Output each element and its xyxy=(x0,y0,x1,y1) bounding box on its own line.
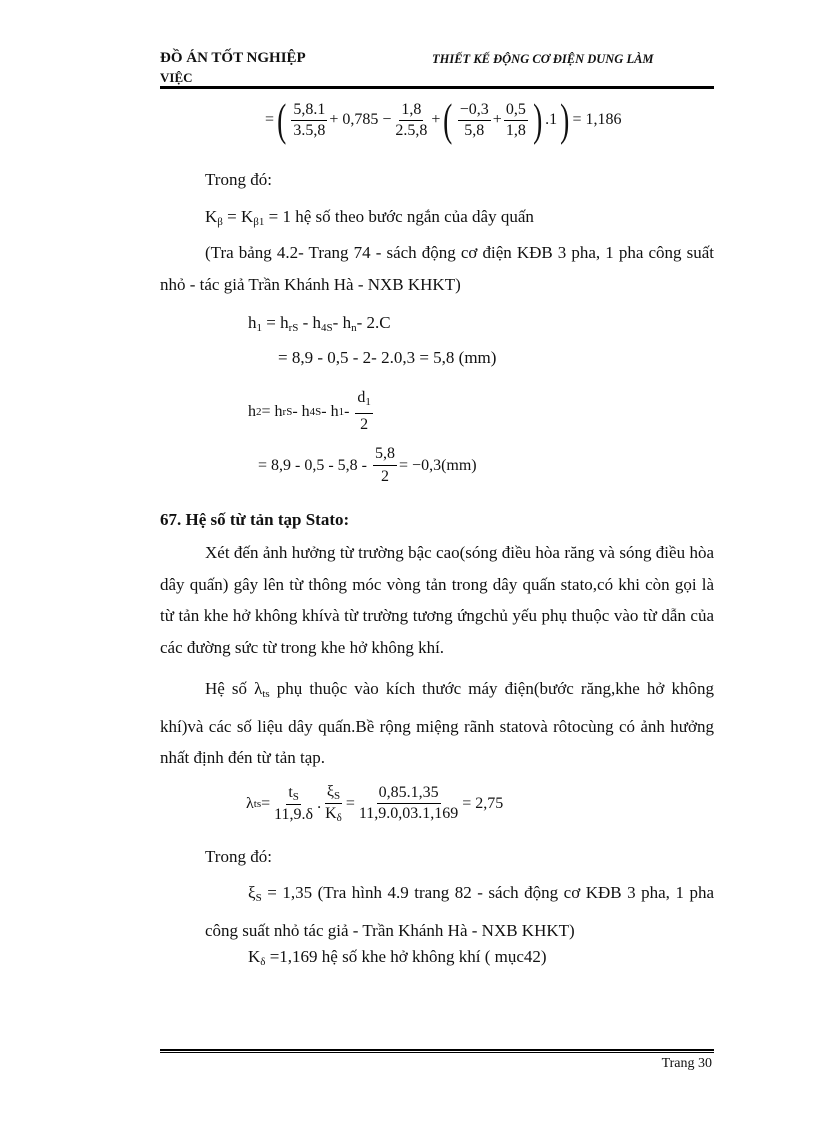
fraction: $\frac{1,8}{2.5,8}$ xyxy=(395,100,428,139)
equation-lambda-ts: λ ts = $\frac{t_S}{11,9.\delta}$ . $\frac{\xi_S}{K_\delta}$ = $\frac{0,85.1,35}{11,9.0,03.1,169}$ = 2,75 xyxy=(246,783,504,824)
fraction: $\frac{0,85.1,35}{11,9.0,03.1,169}$ xyxy=(358,784,459,822)
fraction: $\frac{t_S}{11,9.\delta}$ xyxy=(274,783,314,823)
fraction: 5,8.1 3.5,8 xyxy=(293,100,326,139)
header-title-continued: VIỆC xyxy=(160,70,193,85)
h2-formula: h 2 = h rS - h 4S - h 1 - $d_1$ 2 xyxy=(248,389,371,433)
h1-formula: $h_1 = h_{rS} - h_{4S}-$ $h_n-$ 2.C xyxy=(248,313,391,334)
tra-bang-reference: (Tra bảng 4.2- Trang 74 - sách động cơ điện KĐB 3 pha, 1 pha công suất nhỏ - tác giả Trần Khánh Hà - NXB KHKT) xyxy=(160,243,714,294)
kbeta-line: $K_\beta = K_{\beta 1} = 1$ hệ số theo bước ngắn của dây quấn xyxy=(205,207,534,228)
paragraph-he-so: Hệ số $\lambda_{ts}$ phụ thuộc vào kích thước máy điện(bước răng,khe hở không khí)và các số liệu dây quấn.Bề rộng miệng rãnh statovà rôtocùng có ảnh hưởng nhất định đén từ tản tạp. xyxy=(160,679,714,767)
fraction: $d_1$ 2 xyxy=(357,389,371,433)
h1-result: = 8,9 - 0,5 - 2- 2.0,3 = 5,8 (mm) xyxy=(278,348,497,367)
paragraph-xet-den: Xét đến ảnh hưởng từ trường bậc cao(sóng điều hòa răng và sóng điều hòa dây quấn) gây lên từ thông móc vòng tản trong dây quấn stato,có khi còn gọi là từ tản khe hở không khívà từ trường tương ứngchủ yếu phụ thuộc vào từ dẫn của các đường sức từ trong khe hở không khí. xyxy=(160,543,714,657)
left-paren: ( xyxy=(277,94,287,145)
equation-result-1186: = ( 5,8.1 3.5,8 + 0,785 − $\frac{1,8}{2.5,8}$ + ( −0,3 5,8 + $\frac{0,5}{1,8}$ ) .1 ) = 1,186 xyxy=(265,94,622,145)
fraction: −0,3 5,8 xyxy=(459,100,489,139)
kdelta-line: $K_\delta =1,169$ hệ số khe hở không khí ( mục42) xyxy=(248,947,547,968)
header-subtitle: THIẾT KẾ ĐỘNG CƠ ĐIỆN DUNG LÀM xyxy=(432,52,654,66)
trong-do-label: Trong đó: xyxy=(205,847,272,866)
right-paren: ) xyxy=(560,94,570,145)
left-paren: ( xyxy=(443,94,453,145)
fraction: $\frac{\xi_S}{K_\delta}$ xyxy=(325,783,342,824)
fraction: $\frac{5,8}{2}$ xyxy=(375,445,396,485)
footer-rule-thin xyxy=(160,1052,714,1053)
header-rule xyxy=(160,86,714,89)
fraction: $\frac{0,5}{1,8}$ xyxy=(505,100,526,139)
section-heading: 67. Hệ số từ tản tạp Stato: xyxy=(160,510,350,529)
h2-result: = 8,9 - 0,5 - 5,8 - $\frac{5,8}{2}$ = −0,3(mm) xyxy=(258,445,477,485)
footer-rule xyxy=(160,1049,714,1051)
header-title: ĐỒ ÁN TỐT NGHIỆP xyxy=(160,50,306,66)
right-paren: ) xyxy=(532,94,543,145)
trong-do-label: Trong đó: xyxy=(205,170,272,189)
page-number: Trang 30 xyxy=(661,1056,712,1071)
xi-s-line: $\xi_S = 1,35$ (Tra hình 4.9 trang 82 - sách động cơ KĐB 3 pha, 1 pha công suất nhỏ tác giả - Trần Khánh Hà - NXB KHKT) xyxy=(205,883,714,940)
